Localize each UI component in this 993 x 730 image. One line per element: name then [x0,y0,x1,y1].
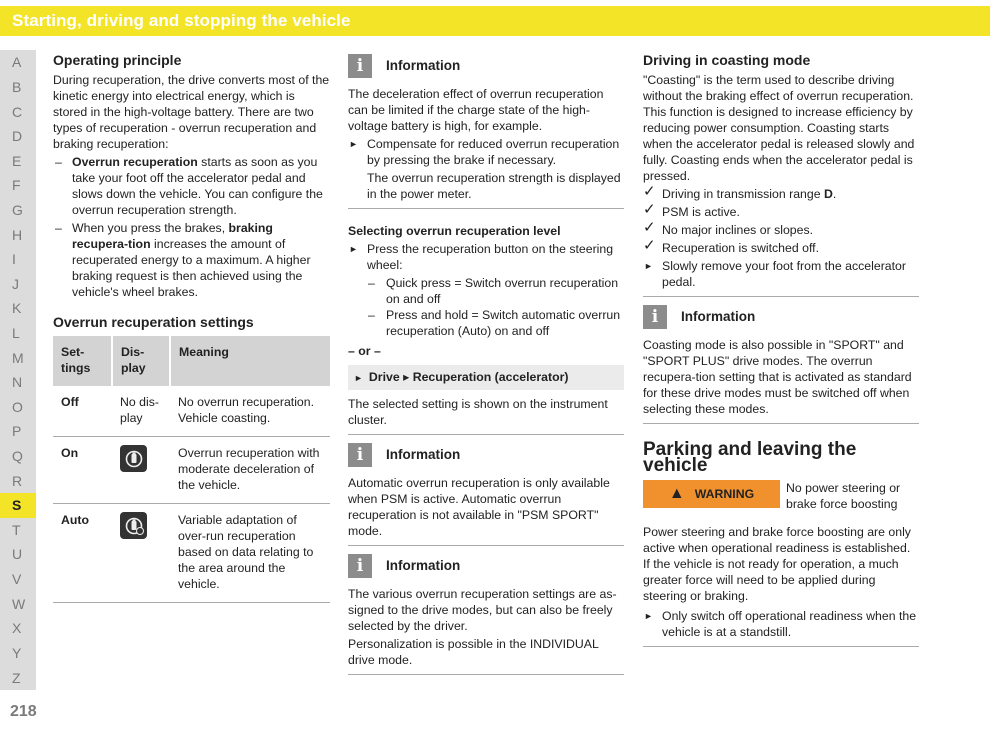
index-letter-w[interactable]: W [12,595,26,612]
index-letter-j[interactable]: J [12,275,19,292]
index-letter-m[interactable]: M [12,349,24,366]
index-letter-l[interactable]: L [12,325,20,341]
coasting-heading: Driving in coasting mode [643,52,811,68]
or-separator: – or – [348,344,381,358]
checkmark-icon: ✓ [643,219,656,236]
dash-marker: – [368,276,375,290]
index-letter-e[interactable]: E [12,152,22,169]
check-item [643,183,919,202]
divider [643,423,919,424]
header-title: Starting, driving and stopping the vehicle [12,11,351,30]
check1-pre: Driving in transmission range [662,187,824,201]
info-text: The various overrun recuperation settings are as-signed to the drive modes, but can also be freely selected by the driver. [348,587,617,633]
setting-cell: On [53,437,112,504]
parking-arrow-text: Only switch off operational readiness when the vehicle is at a standstill. [662,609,917,639]
meaning-cell: Variable adaptation of over-run recuperation based on data relating to the area around the vehicle. [170,504,330,603]
index-letter-r[interactable]: R [12,472,23,489]
divider [348,545,624,546]
info-title: Information [681,309,756,324]
index-letter-t[interactable]: T [12,521,21,538]
meaning-cell: No overrun recuperation. Vehicle coasting. [170,386,330,437]
index-letter-d[interactable]: D [12,128,23,145]
column-2 [348,52,624,683]
dash-marker: – [368,308,375,322]
table-header-display: Dis-play [112,336,170,386]
setting-cell: Off [53,386,112,437]
table-header-settings: Set-tings [53,336,112,386]
check-item [643,201,919,220]
dash-marker: – [55,221,62,235]
arrow-marker: ► [349,244,358,254]
divider [348,674,624,675]
check2-text: PSM is active. [662,205,740,219]
check-item [643,219,919,238]
table-row [53,504,330,603]
page-header [0,6,990,36]
index-letter-k[interactable]: K [12,300,22,317]
divider [643,296,919,297]
info-icon: i [643,305,667,329]
settings-heading: Overrun recuperation settings [53,314,254,330]
info-block-1 [348,54,624,78]
list-item [348,136,624,168]
menu-path [348,365,624,390]
info-text: Personalization is possible in the INDIVIDUAL drive mode. [348,637,599,667]
select-sub2: Press and hold = Switch automatic overrun recuperation (Auto) on and off [386,308,621,338]
dash1-bold: Overrun recuperation [72,155,198,169]
arrow-marker: ► [644,261,653,271]
checkmark-icon: ✓ [643,201,656,218]
list-item [53,154,330,218]
checkmark-icon: ✓ [643,237,656,254]
menu-path-text: Drive ▸ Recuperation (accelerator) [368,370,569,384]
arrow-marker: ► [349,139,358,149]
index-letter-b[interactable]: B [12,78,22,95]
alphabet-index [0,50,36,690]
index-letter-u[interactable]: U [12,546,23,563]
recuperation-auto-icon [120,512,147,539]
index-letter-s[interactable]: S [0,493,36,518]
info-block-4 [643,305,919,329]
index-letter-h[interactable]: H [12,226,23,243]
index-letter-c[interactable]: C [12,103,23,120]
index-letter-q[interactable]: Q [12,448,23,465]
info-text: Coasting mode is also possible in "SPORT" and "SPORT PLUS" drive modes. The overrun recupera-tion setting that is activated as standard for these drive modes must be switched off when selecting these modes. [643,338,912,416]
parking-heading: Parking and leaving the vehicle [643,439,857,476]
warning-box [643,480,919,512]
coasting-text: "Coasting" is the term used to describe driving without the braking effect of overrun recuperation. This function is designed to increase efficiency by reducing power consumption. Coasting starts when the accelerator pedal is released slowly and fully. Coasting ends when the accelerator pedal is pressed. [643,73,915,183]
dash2-pre: When you press the brakes, [72,221,229,235]
list-item [348,307,624,339]
info-title: Information [386,447,461,462]
warning-triangle-icon: ▲ [668,485,685,502]
column-3 [643,52,919,655]
index-letter-n[interactable]: N [12,374,23,391]
select-sub1: Quick press = Switch overrun recuperation on and off [386,276,619,306]
checkmark-icon: ✓ [643,183,656,200]
divider [348,434,624,435]
check3-text: No major inclines or slopes. [662,223,814,237]
index-letter-y[interactable]: Y [12,644,22,661]
info-title: Information [386,58,461,73]
info1-arrow-text: Compensate for reduced overrun recuperation by pressing the brake if necessary. [367,137,620,167]
select-arrow-text: Press the recuperation button on the steering wheel: [367,242,614,272]
display-cell: No dis-play [112,386,170,437]
index-letter-x[interactable]: X [12,620,22,637]
index-letter-f[interactable]: F [12,177,21,194]
info-text: The deceleration effect of overrun recuperation can be limited if the charge state of the high-voltage battery is high, for example. [348,87,604,133]
table-row [53,386,330,437]
list-item [348,241,624,273]
page-number: 218 [10,703,37,720]
operating-principle-text: During recuperation, the drive converts most of the kinetic energy into electrical energy, which is stored in the high-voltage battery. There are two types of recuperation - overrun recuperation and braking recuperation: [53,73,330,151]
info-block-2 [348,443,624,467]
info-icon: i [348,54,372,78]
index-letter-v[interactable]: V [12,571,22,588]
warning-badge [643,480,780,508]
index-letter-p[interactable]: P [12,423,22,440]
settings-table [53,336,330,603]
info1-arrow-continuation: The overrun recuperation strength is displayed in the power meter. [367,171,621,201]
check4-text: Recuperation is switched off. [662,241,819,255]
operating-principle-heading: Operating principle [53,52,182,68]
table-row [53,437,330,504]
index-letter-i[interactable]: I [12,251,16,268]
info-title: Information [386,558,461,573]
divider [348,208,624,209]
display-cell [112,437,170,504]
check-item [643,237,919,256]
list-item [348,275,624,307]
index-letter-z[interactable]: Z [12,669,21,686]
info-block-3 [348,554,624,578]
parking-text: Power steering and brake force boosting are only active when operational readiness is established. If the vehicle is not ready for operation, a much greater force will need to be applied during steering or braking. [643,525,911,603]
dash2-text: increases the amount of recuperated energy to a maximum. A higher braking request is then achieved using the vehicle's wheel brakes. [72,237,311,299]
info-icon: i [348,554,372,578]
warning-text: No power steering or brake force boosting [786,481,901,511]
dash1-text: starts as soon as you take your foot off the accelerator pedal and slows down the vehicle. You can configure the overrun recuperation strength. [72,155,323,217]
recuperation-on-icon [120,445,147,472]
info-text: Automatic overrun recuperation is only available when PSM is active. Automatic overrun recuperation is not available in "PSM SPORT" mode. [348,476,610,538]
arrow-marker: ► [354,373,363,383]
warning-label: WARNING [694,487,755,501]
list-item [643,608,919,640]
menu-note: The selected setting is shown on the instrument cluster. [348,397,608,427]
check1-bold: D [823,187,833,201]
index-letter-o[interactable]: O [12,398,23,415]
select-heading: Selecting overrun recuperation level [348,224,561,238]
coast-arrow-text: Slowly remove your foot from the accelerator pedal. [662,259,906,289]
display-cell [112,504,170,603]
list-item [53,220,330,300]
dash2-bold: braking recupera-tion [72,221,273,251]
meaning-cell: Overrun recuperation with moderate deceleration of the vehicle. [170,437,330,504]
info-icon: i [348,443,372,467]
setting-cell: Auto [53,504,112,603]
column-1 [53,52,330,603]
divider [643,646,919,647]
dash-marker: – [55,155,62,169]
index-letter-a[interactable]: A [12,54,22,71]
index-letter-g[interactable]: G [12,201,23,218]
check1-post: . [832,187,837,201]
arrow-marker: ► [644,611,653,621]
list-item [643,258,919,290]
table-header-meaning: Meaning [170,336,330,386]
